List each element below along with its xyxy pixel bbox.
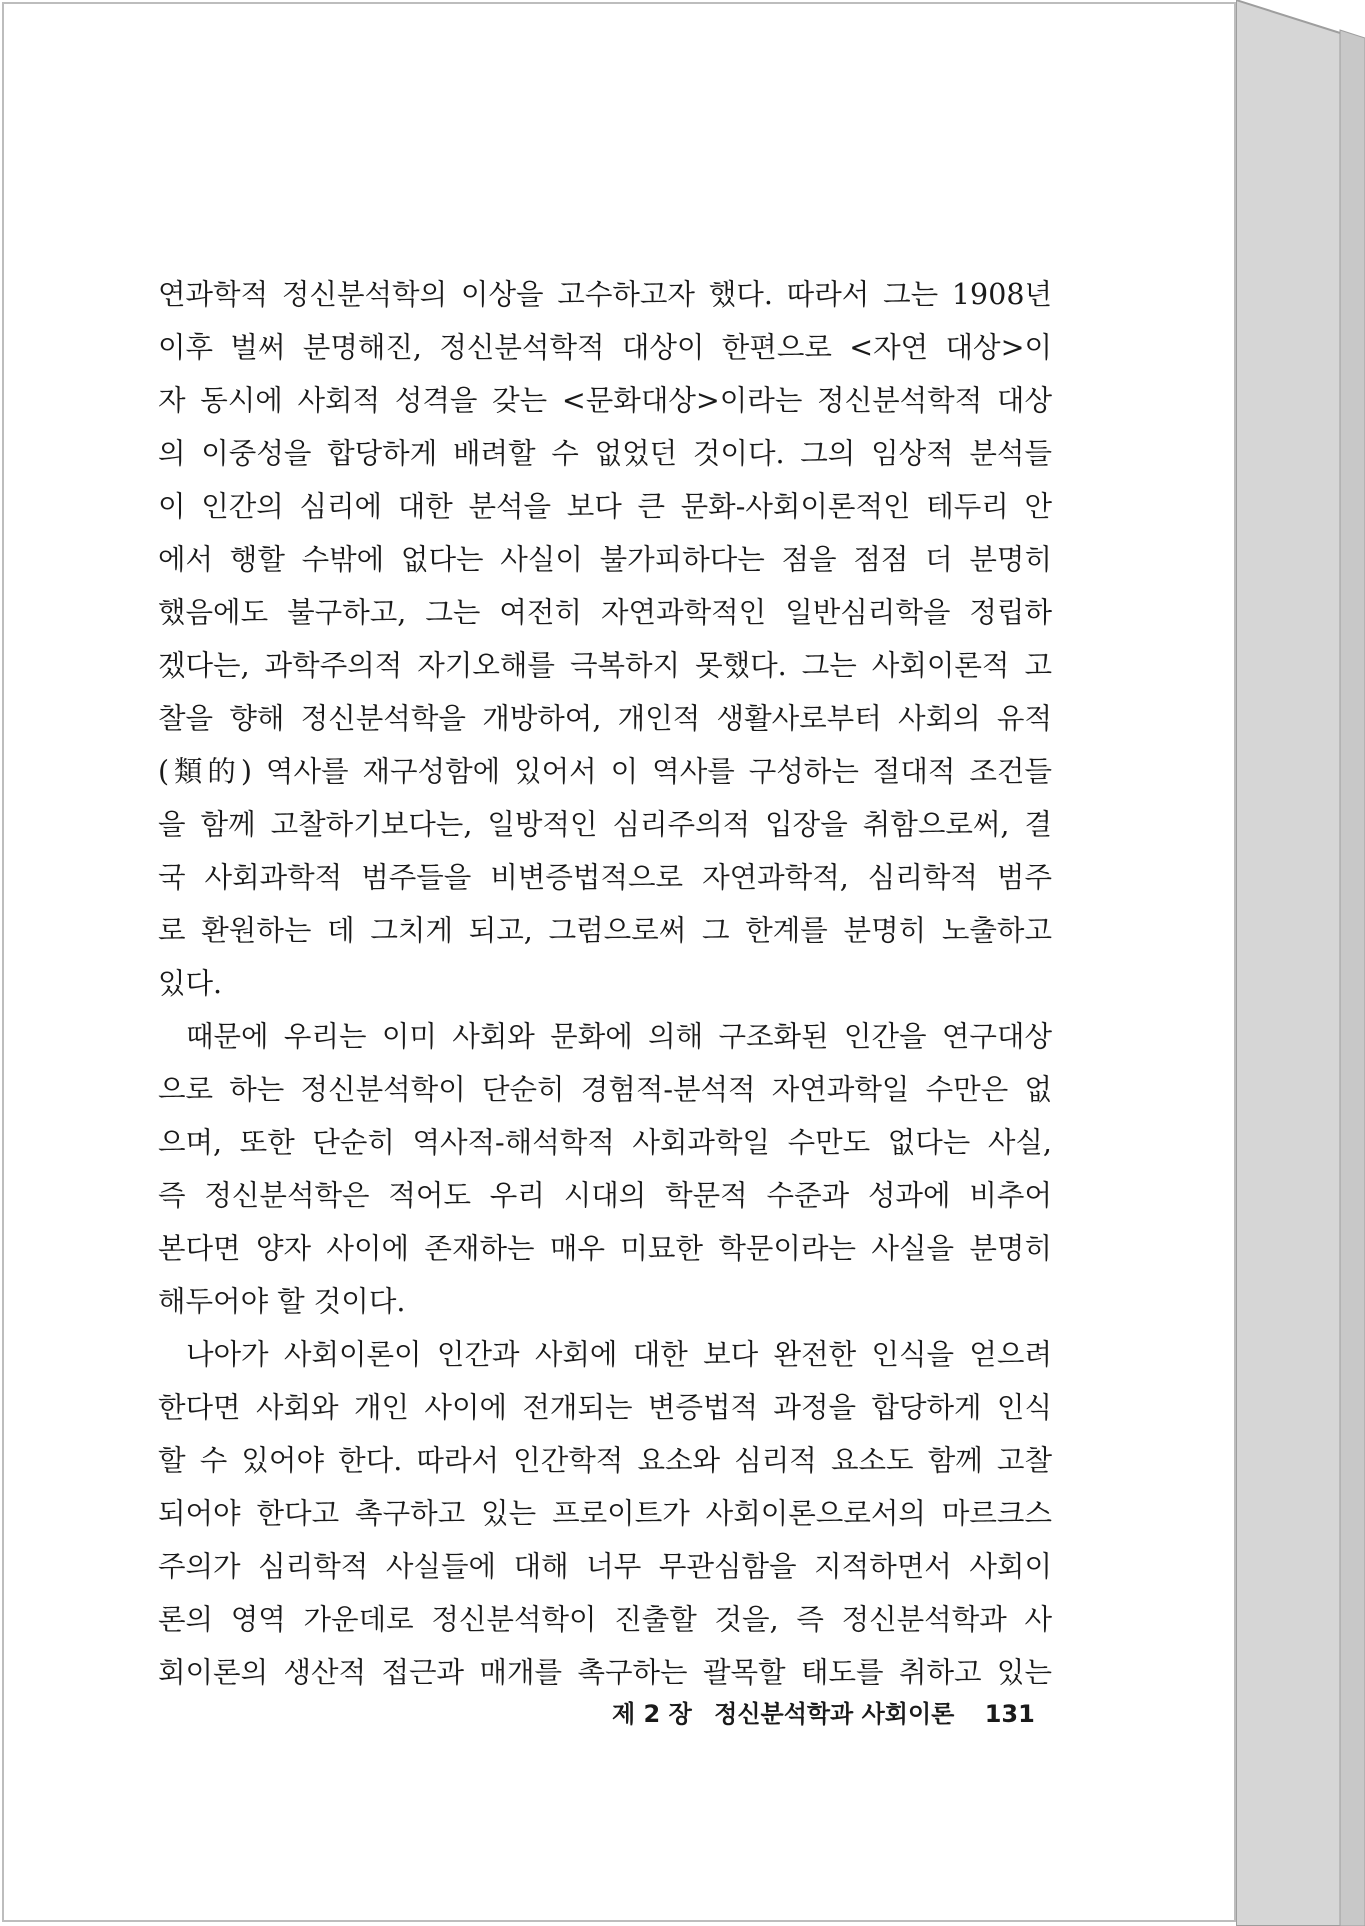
book-edge xyxy=(1236,0,1365,1926)
text-line: 국 사회과학적 범주들을 비변증법적으로 자연과학적, 심리학적 범주 xyxy=(158,861,1052,894)
text-line: 본다면 양자 사이에 존재하는 매우 미묘한 학문이라는 사실을 분명히 xyxy=(158,1232,1052,1265)
text-line: 주의가 심리학적 사실들에 대해 너무 무관심함을 지적하면서 사회이 xyxy=(158,1550,1052,1583)
running-header-title: 정신분석학과 사회이론 xyxy=(714,1700,955,1728)
text-line: 되어야 한다고 촉구하고 있는 프로이트가 사회이론으로서의 마르크스 xyxy=(158,1497,1052,1530)
text-line: 한다면 사회와 개인 사이에 전개되는 변증법적 과정을 합당하게 인식 xyxy=(158,1391,1052,1424)
text-line: 찰을 향해 정신분석학을 개방하여, 개인적 생활사로부터 사회의 유적 xyxy=(158,702,1052,735)
text-line: 의 이중성을 합당하게 배려할 수 없었던 것이다. 그의 임상적 분석들 xyxy=(158,437,1052,470)
text-line: 나아가 사회이론이 인간과 사회에 대한 보다 완전한 인식을 얻으려 xyxy=(186,1338,1052,1371)
text-line: 으로 하는 정신분석학이 단순히 경험적-분석적 자연과학일 수만은 없 xyxy=(158,1073,1052,1106)
text-line: 으며, 또한 단순히 역사적-해석학적 사회과학일 수만도 없다는 사실, xyxy=(158,1126,1052,1159)
paragraph-2 xyxy=(158,1010,1052,1328)
text-line: 론의 영역 가운데로 정신분석학이 진출할 것을, 즉 정신분석학과 사 xyxy=(158,1603,1052,1636)
text-line: 회이론의 생산적 접근과 매개를 촉구하는 괄목할 태도를 취하고 있는 xyxy=(158,1656,1052,1689)
text-line: 겠다는, 과학주의적 자기오해를 극복하지 못했다. 그는 사회이론적 고 xyxy=(158,649,1052,682)
text-line: 때문에 우리는 이미 사회와 문화에 의해 구조화된 인간을 연구대상 xyxy=(186,1020,1052,1053)
text-line: 할 수 있어야 한다. 따라서 인간학적 요소와 심리적 요소도 함께 고찰 xyxy=(158,1444,1052,1477)
text-line: 이후 벌써 분명해진, 정신분석학적 대상이 한편으로 <자연 대상>이 xyxy=(158,331,1052,364)
text-line: 을 함께 고찰하기보다는, 일방적인 심리주의적 입장을 취함으로써, 결 xyxy=(158,808,1052,841)
running-header-chapter: 제 2 장 xyxy=(612,1700,692,1728)
text-line: 연과학적 정신분석학의 이상을 고수하고자 했다. 따라서 그는 1908년 xyxy=(158,278,1052,311)
text-line: 에서 행할 수밖에 없다는 사실이 불가피하다는 점을 점점 더 분명히 xyxy=(158,543,1052,576)
text-line: 했음에도 불구하고, 그는 여전히 자연과학적인 일반심리학을 정립하 xyxy=(158,596,1052,629)
page-number: 131 xyxy=(984,1700,1035,1728)
body-text xyxy=(158,268,1052,1699)
paragraph-1 xyxy=(158,268,1052,1010)
text-line: 즉 정신분석학은 적어도 우리 시대의 학문적 수준과 성과에 비추어 xyxy=(158,1179,1052,1212)
paragraph-3 xyxy=(158,1328,1052,1699)
text-line: 자 동시에 사회적 성격을 갖는 <문화대상>이라는 정신분석학적 대상 xyxy=(158,384,1052,417)
text-line: 있다. xyxy=(158,967,223,1000)
text-line: 해두어야 할 것이다. xyxy=(158,1285,406,1318)
page-footer xyxy=(612,1694,1035,1729)
text-line: 로 환원하는 데 그치게 되고, 그럼으로써 그 한계를 분명히 노출하고 xyxy=(158,914,1052,947)
text-line: (類的) 역사를 재구성함에 있어서 이 역사를 구성하는 절대적 조건들 xyxy=(158,755,1052,788)
text-line: 이 인간의 심리에 대한 분석을 보다 큰 문화-사회이론적인 테두리 안 xyxy=(158,490,1052,523)
